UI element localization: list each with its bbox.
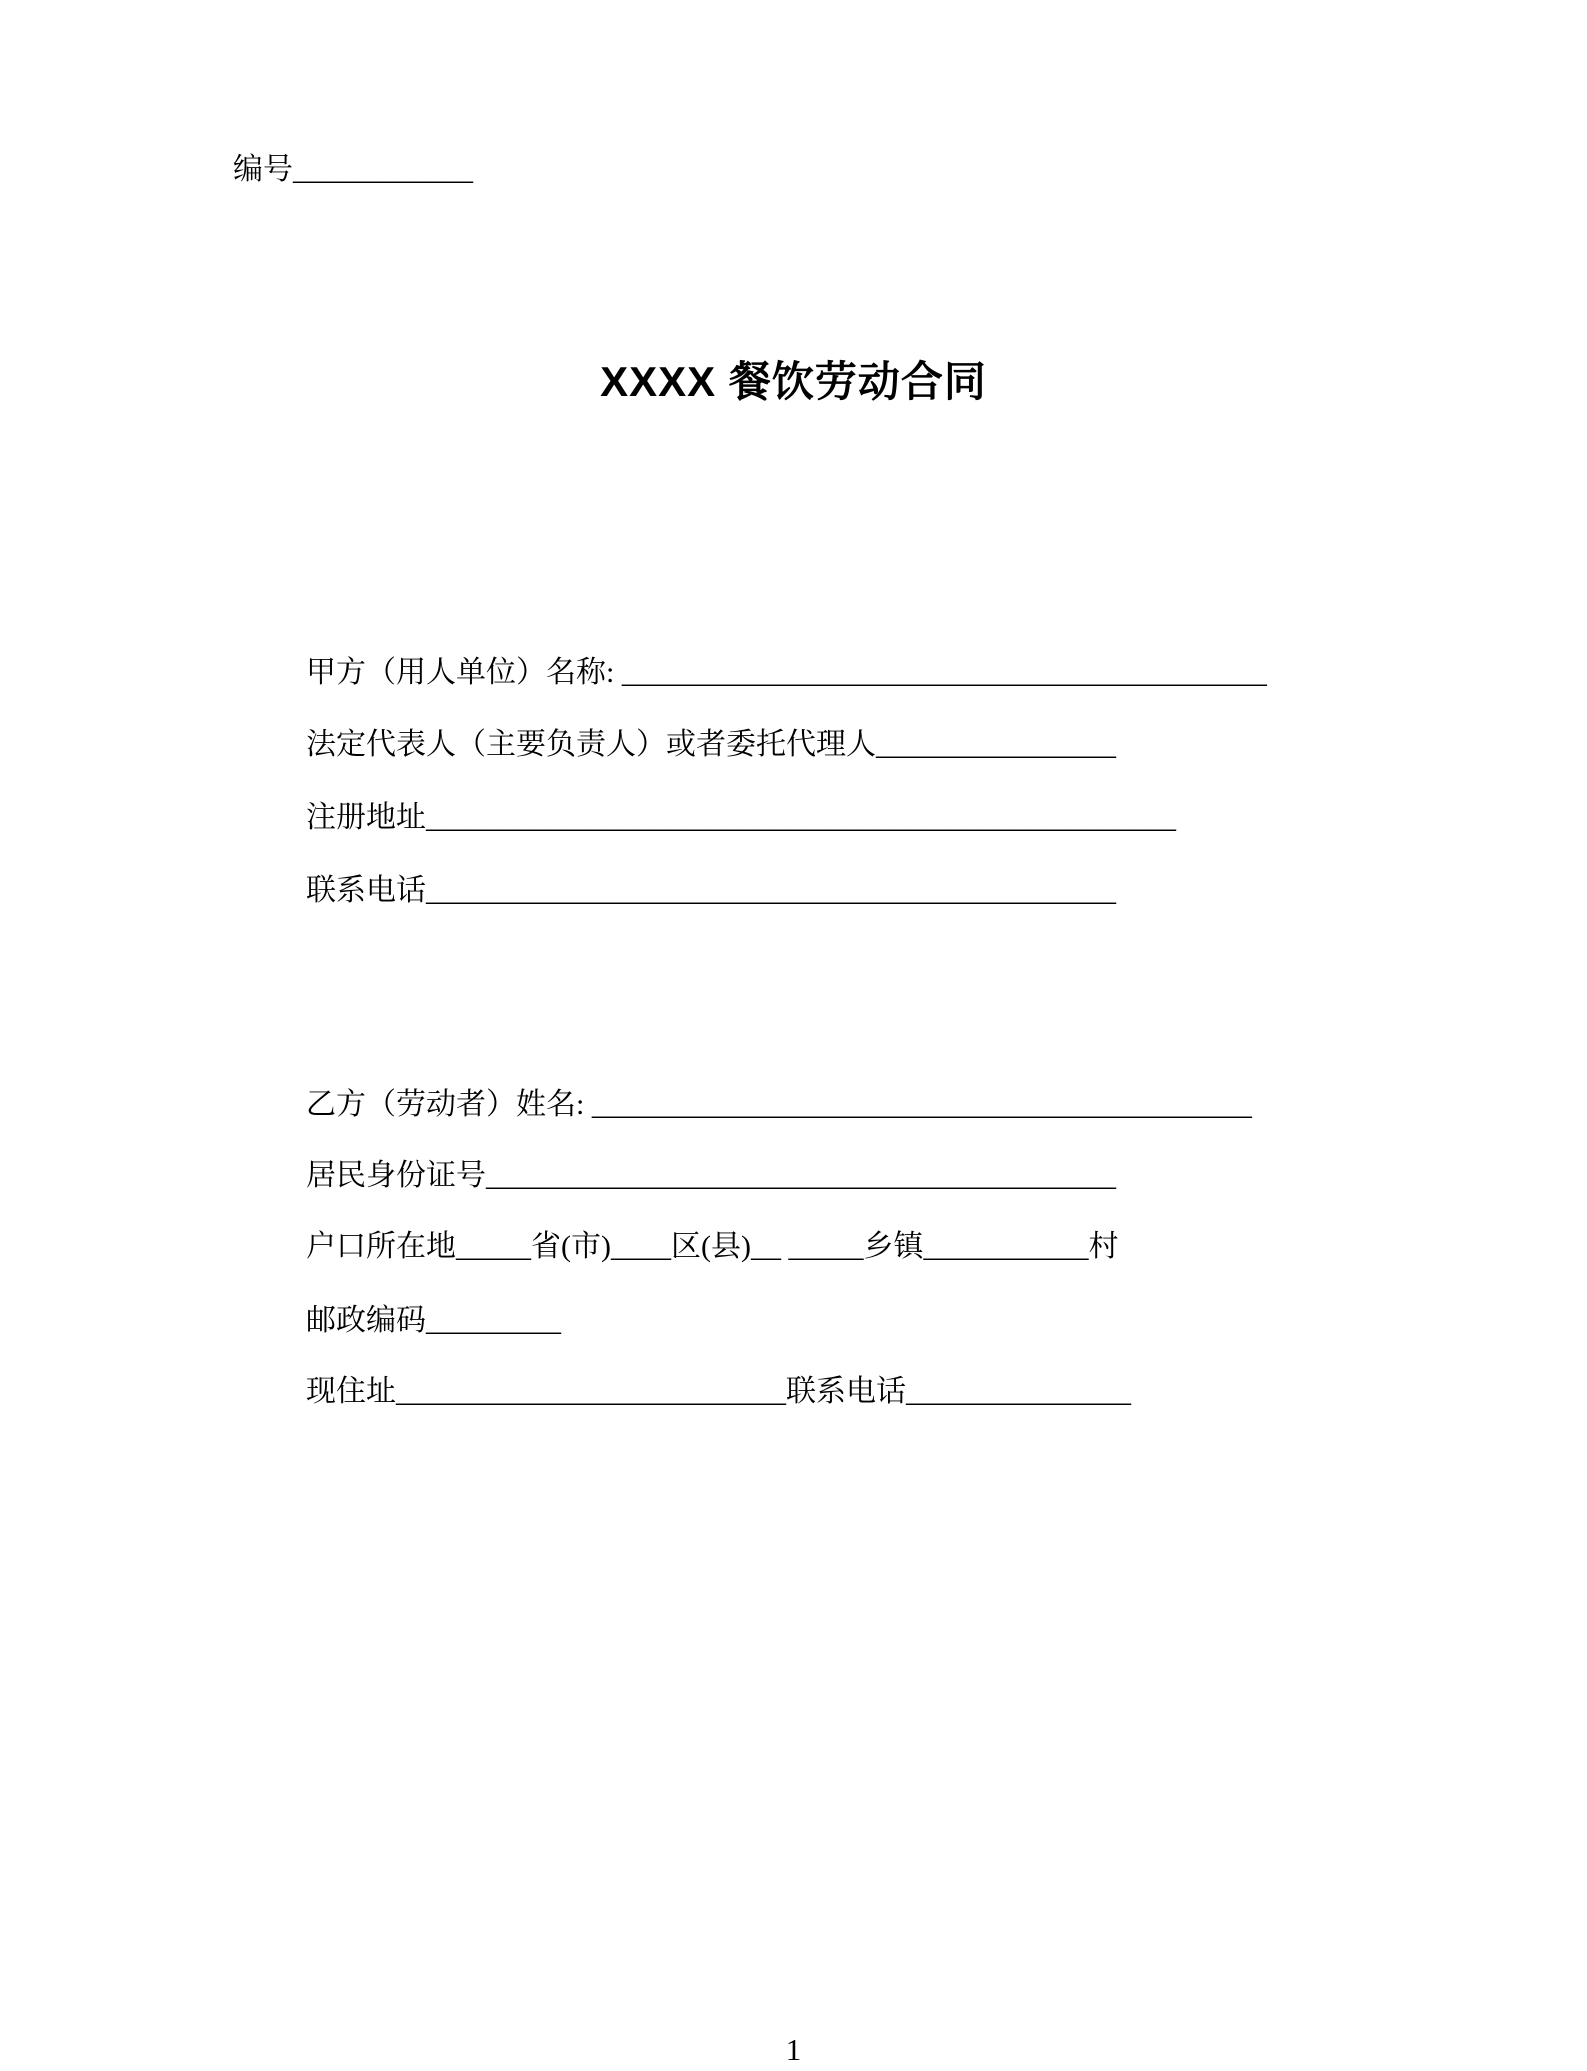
serial-number-line: 编号____________: [233, 153, 473, 186]
party-a-registered-address-line: 注册地址__________________________________________________: [306, 801, 1176, 834]
party-b-id-number-line: 居民身份证号__________________________________________: [306, 1159, 1116, 1192]
party-a-representative-line: 法定代表人（主要负责人）或者委托代理人________________: [306, 728, 1116, 761]
party-b-household-registration-line: 户口所在地_____省(市)____区(县)__ _____乡镇___________村: [306, 1230, 1119, 1263]
party-a-name-line: 甲方（用人单位）名称: ___________________________________________: [306, 656, 1267, 689]
party-b-postal-code-line: 邮政编码_________: [306, 1304, 561, 1337]
page-number: 1: [785, 2032, 802, 2067]
party-b-name-line: 乙方（劳动者）姓名: ____________________________________________: [306, 1088, 1252, 1121]
party-a-phone-line: 联系电话______________________________________________: [306, 874, 1116, 907]
party-b-address-phone-line: 现住址__________________________联系电话_______________: [306, 1375, 1131, 1408]
document-title: XXXX 餐饮劳动合同: [600, 358, 987, 405]
